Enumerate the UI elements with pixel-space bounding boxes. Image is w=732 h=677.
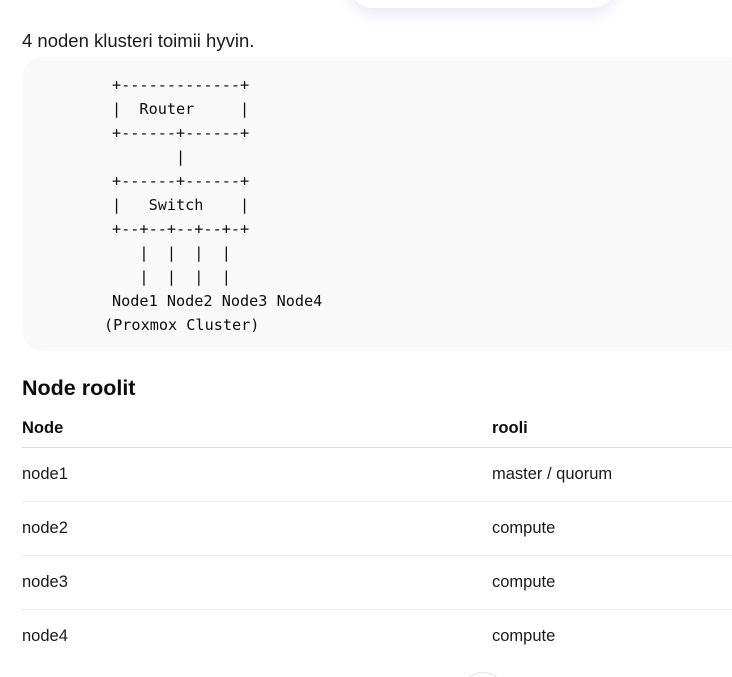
- node-cell: node3: [22, 556, 492, 610]
- diagram-line: | Router |: [112, 100, 250, 118]
- table-row: [22, 448, 732, 502]
- diagram-line: (Proxmox Cluster): [104, 316, 260, 334]
- diagram-line: | | | |: [112, 268, 231, 286]
- node-roles-table: [22, 409, 732, 663]
- column-header-role: rooli: [492, 409, 732, 448]
- scroll-to-bottom-button[interactable]: [468, 672, 498, 677]
- role-cell: compute: [492, 556, 732, 610]
- intro-text: 4 noden klusteri toimii hyvin.: [22, 29, 255, 51]
- ascii-network-diagram: [104, 73, 323, 337]
- table-row: [22, 502, 732, 556]
- diagram-line: Node1 Node2 Node3 Node4: [112, 292, 323, 310]
- table-row: [22, 610, 732, 664]
- node-cell: node2: [22, 502, 492, 556]
- node-cell: node1: [22, 448, 492, 502]
- diagram-line: +------+------+: [112, 172, 250, 190]
- role-cell: compute: [492, 502, 732, 556]
- diagram-line: | | | |: [112, 244, 231, 262]
- table-header-row: [22, 409, 732, 448]
- diagram-line: +--+--+--+--+-+: [112, 220, 250, 238]
- diagram-line: +------+------+: [112, 124, 250, 142]
- table-row: [22, 556, 732, 610]
- role-cell: compute: [492, 627, 556, 645]
- section-title: Node roolit: [22, 376, 136, 400]
- diagram-line: | Switch |: [112, 196, 250, 214]
- column-header-node: Node: [22, 409, 492, 448]
- code-block: [22, 57, 732, 351]
- node-cell: node4: [22, 627, 68, 645]
- diagram-line: +-------------+: [112, 76, 250, 94]
- floating-panel-edge: [350, 0, 615, 8]
- diagram-line: |: [112, 148, 186, 166]
- role-cell: master / quorum: [492, 448, 732, 502]
